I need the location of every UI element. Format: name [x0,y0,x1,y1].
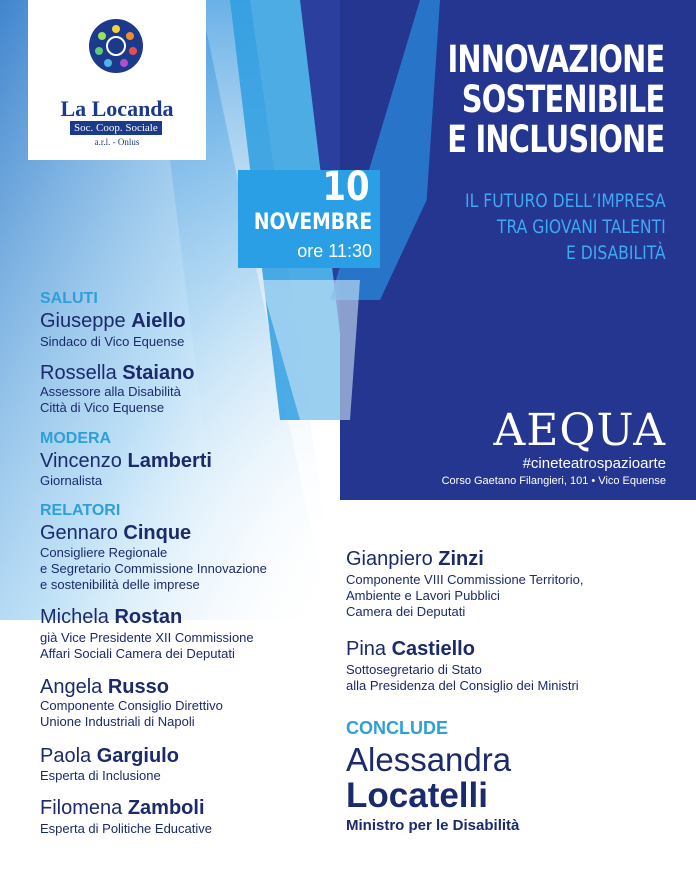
logo-subtitle: Soc. Coop. Sociale [70,121,162,135]
title-line: SOSTENIBILE [461,78,664,121]
people-circle-icon [88,18,144,74]
venue-name: AEQUA [493,405,666,456]
speaker-last-name: Aiello [131,310,186,332]
title-line: INNOVAZIONE [446,38,664,81]
role-line: Esperta di Politiche Educative [40,821,212,836]
speaker-role [40,698,223,730]
role-line: Unione Industriali di Napoli [40,714,195,729]
section-heading-conclude: CONCLUDE [346,718,448,738]
section-heading-modera: MODERA [40,430,112,447]
role-line: e sostenibilità delle imprese [40,577,200,592]
role-line: Consigliere Regionale [40,545,168,560]
logo-card [28,0,206,160]
role-line: Ambiente e Lavori Pubblici [346,588,500,603]
section-heading-relatori: RELATORI [40,502,121,519]
speaker-first-name: Paola [40,745,92,767]
date-month: NOVEMBRE [253,210,372,235]
role-line: Giornalista [40,473,103,488]
speaker-last-name: Russo [107,676,169,698]
event-title [447,40,664,160]
date-day: 10 [322,164,370,210]
speaker-name [346,638,475,661]
speaker-role [40,473,102,489]
concluding-speaker-role: Ministro per le Disabilità [346,817,520,834]
speaker-last-name: Castiello [391,638,475,660]
speaker-role [40,630,254,662]
speaker-role [40,334,184,350]
speaker-name [40,450,212,473]
speaker-first-name: Gianpiero [346,548,433,570]
subtitle-line: E DISABILITÀ [566,242,666,264]
speaker-first-name: Pina [346,638,387,660]
role-line: alla Presidenza del Consiglio dei Ministri [346,678,579,693]
speaker-last-name: Gargiulo [96,745,179,767]
speaker-role [346,572,583,620]
speaker-name [346,548,484,571]
subtitle-line: TRA GIOVANI TALENTI [497,216,666,238]
speaker-name [40,310,186,333]
speaker-last-name: Zinzi [438,548,484,570]
role-line: Camera dei Deputati [346,604,466,619]
title-line: E INCLUSIONE [446,118,664,161]
speaker-role [40,768,161,784]
role-line: Componente VIII Commissione Territorio, [346,572,584,587]
section-heading-saluti: SALUTI [40,290,98,307]
speaker-first-name: Vincenzo [40,450,122,472]
speaker-role [40,545,267,593]
speaker-last-name: Lamberti [127,450,212,472]
speaker-first-name: Gennaro [40,522,118,544]
speaker-first-name: Filomena [40,797,123,819]
logo-name: La Locanda [60,96,174,121]
speaker-first-name: Rossella [40,362,117,384]
speaker-name [40,606,182,629]
speaker-role [40,821,212,837]
role-line: Componente Consiglio Direttivo [40,698,223,713]
speaker-name [40,676,169,699]
speaker-last-name: Cinque [123,522,192,544]
role-line: Esperta di Inclusione [40,768,161,783]
speaker-first-name: Angela [40,676,103,698]
role-line: e Segretario Commissione Innovazione [40,561,267,576]
logo-legal-form: a.r.l. - Onlus [94,137,140,147]
speaker-role [40,384,181,416]
speaker-last-name: Staiano [122,362,195,384]
role-line: Assessore alla Disabilità [40,384,181,399]
role-line: Città di Vico Equense [40,400,165,415]
speaker-last-name: Rostan [114,606,183,628]
date-time: ore 11:30 [297,241,372,261]
speaker-name [40,797,205,820]
subtitle-line: IL FUTURO DELL’IMPRESA [465,190,666,212]
role-line: Affari Sociali Camera dei Deputati [40,646,235,661]
role-line: già Vice Presidente XII Commissione [40,630,254,645]
speaker-first-name: Michela [40,606,109,628]
concluding-speaker-last-name: Locatelli [346,776,488,815]
speaker-first-name: Giuseppe [40,310,126,332]
role-line: Sottosegretario di Stato [346,662,482,677]
speaker-last-name: Zamboli [127,797,205,819]
speaker-role [346,662,579,694]
speaker-name [40,362,195,385]
event-subtitle [465,188,666,266]
venue-address: Corso Gaetano Filangieri, 101 • Vico Equense [441,475,666,487]
speaker-name [40,522,191,545]
concluding-speaker-first-name: Alessandra [346,741,512,778]
venue-hashtag: #cineteatrospazioarte [522,455,666,472]
speaker-name [40,745,179,768]
role-line: Sindaco di Vico Equense [40,334,185,349]
